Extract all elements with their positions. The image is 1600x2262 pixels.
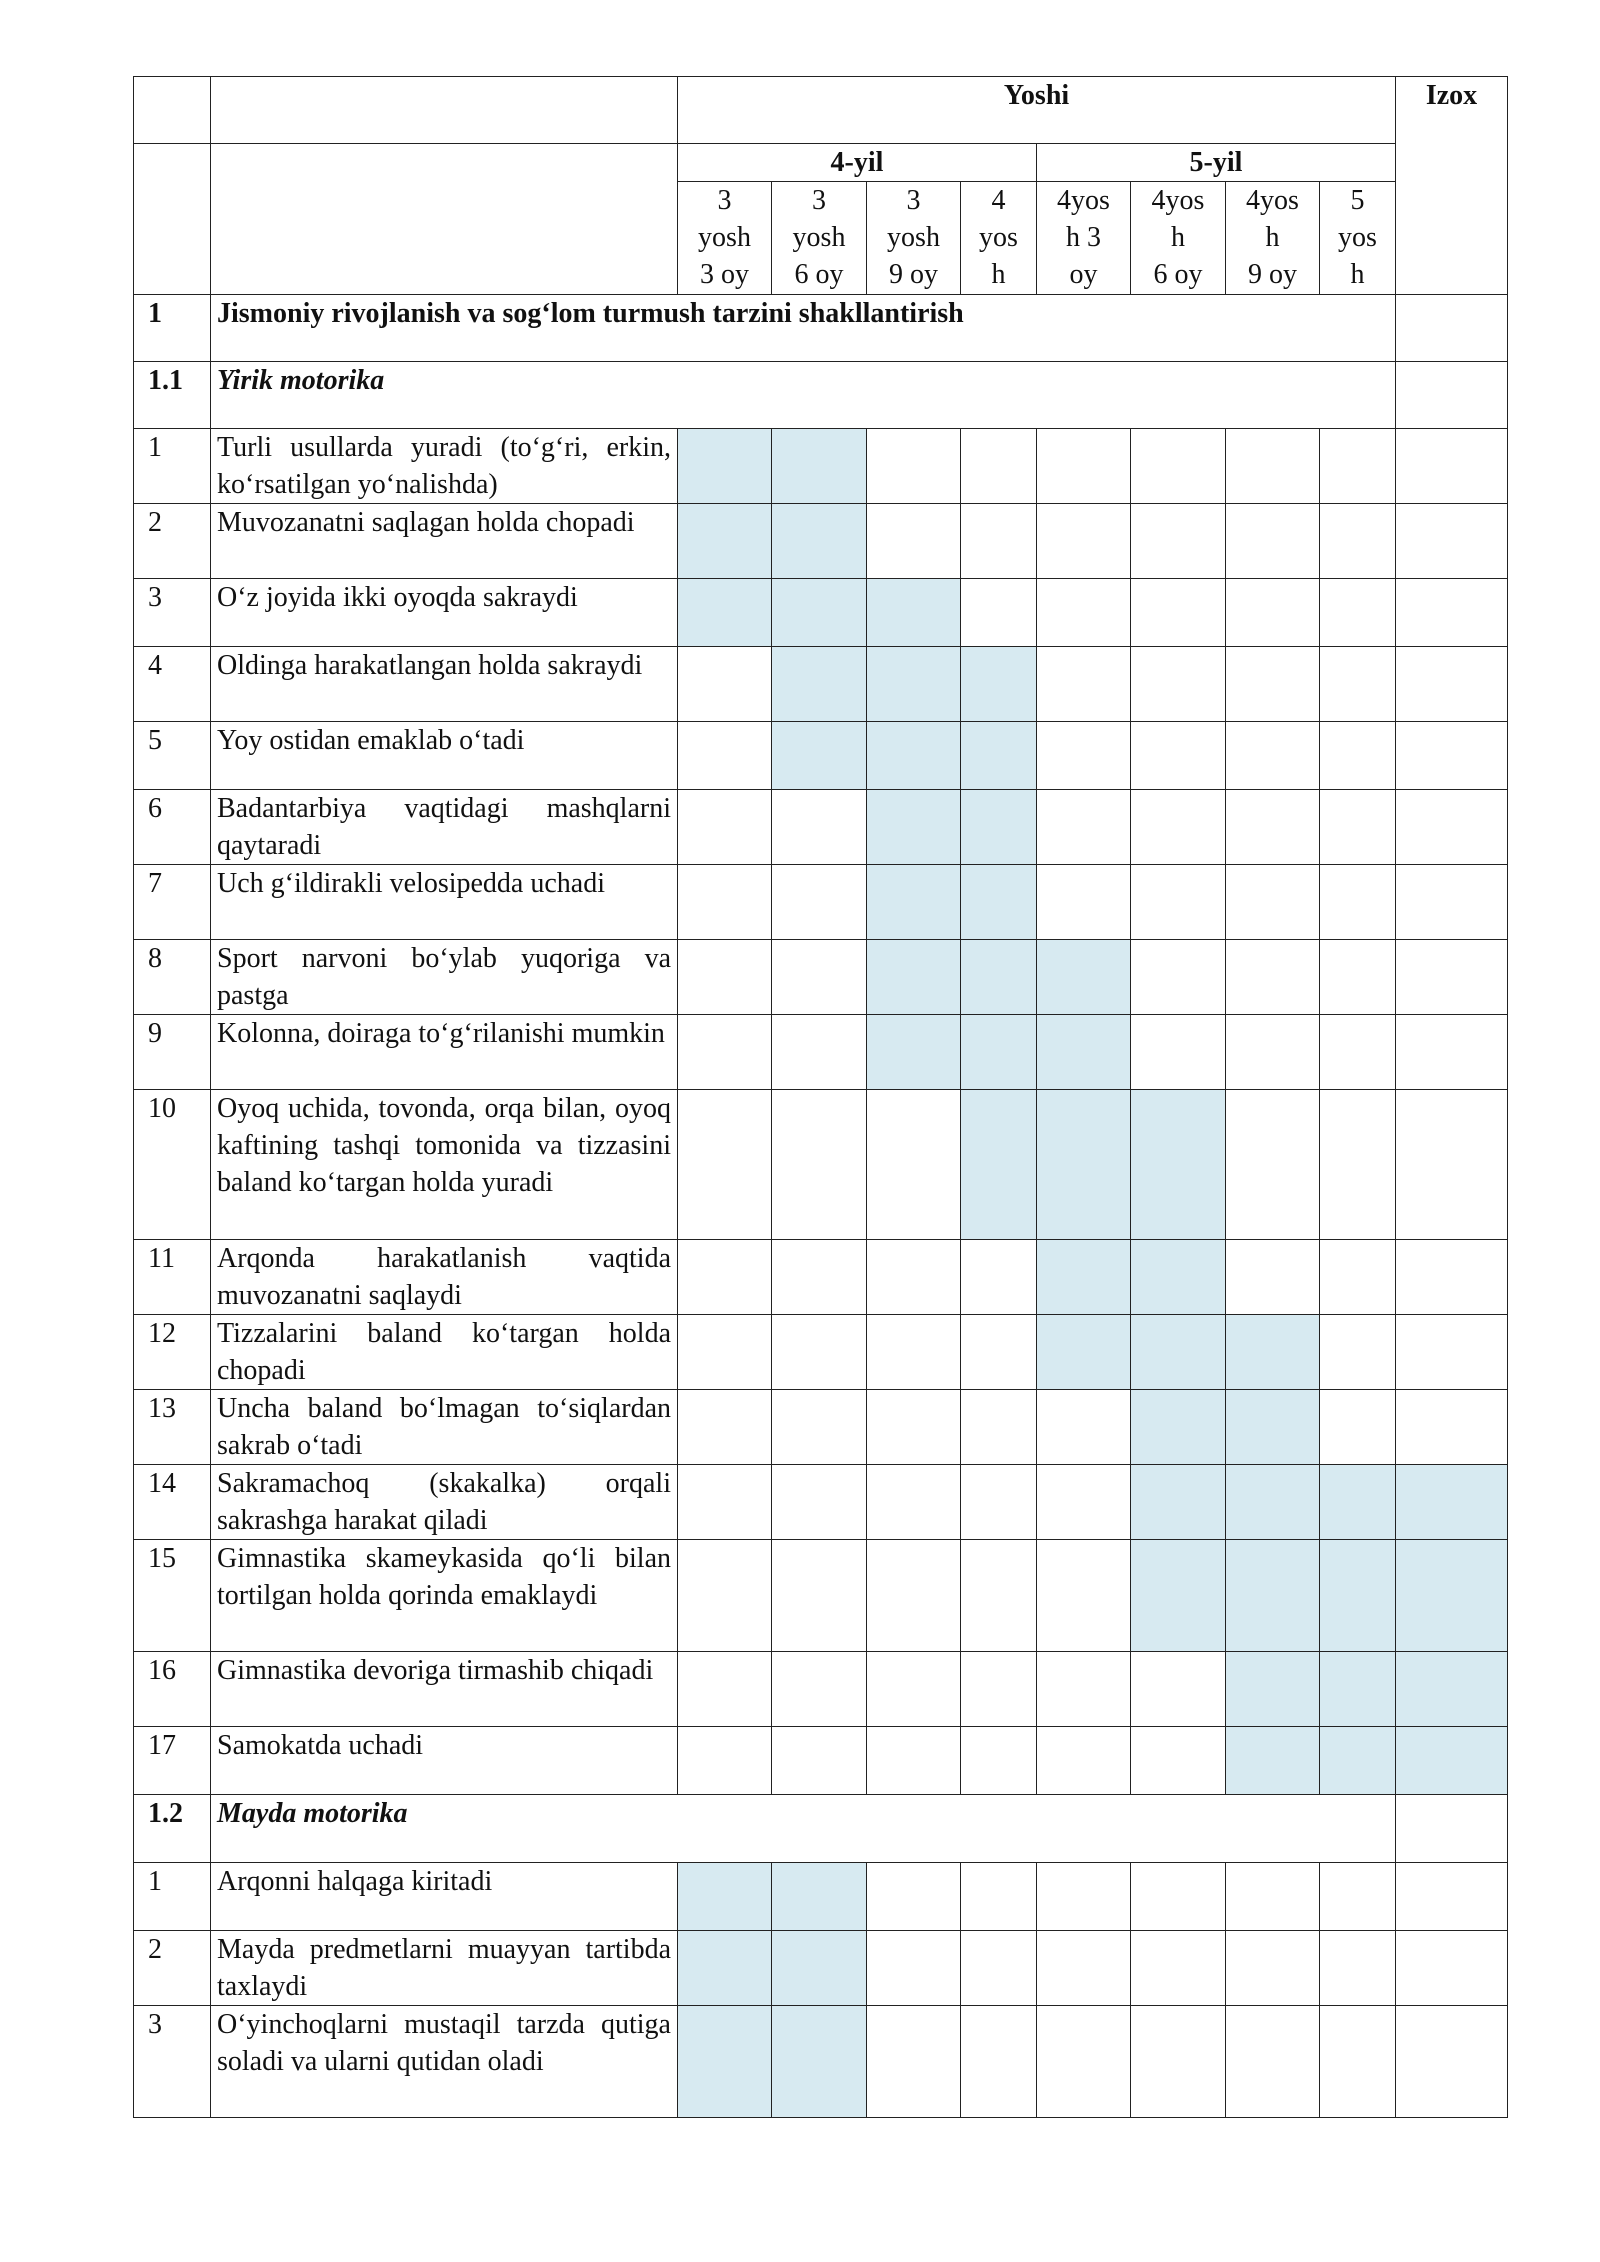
item-number: 9 bbox=[134, 1015, 211, 1090]
age-check-cell bbox=[1320, 865, 1396, 940]
age-check-cell bbox=[1131, 1015, 1226, 1090]
age-check-cell bbox=[1037, 1090, 1131, 1240]
note-cell bbox=[1396, 722, 1508, 790]
age-check-cell bbox=[1131, 722, 1226, 790]
item-description: Sport narvoni bo‘ylab yuqoriga va pastga bbox=[211, 940, 678, 1015]
note-cell bbox=[1396, 2006, 1508, 2118]
age-check-cell bbox=[1131, 1540, 1226, 1652]
item-description: Turli usullarda yuradi (to‘g‘ri, erkin, ko‘rsatilgan yo‘nalishda) bbox=[211, 429, 678, 504]
item-number: 1 bbox=[134, 1863, 211, 1931]
age-check-cell bbox=[1037, 1540, 1131, 1652]
age-check-cell bbox=[1037, 790, 1131, 865]
note-cell bbox=[1396, 1090, 1508, 1240]
note-cell bbox=[1396, 1015, 1508, 1090]
age-check-cell bbox=[772, 940, 867, 1015]
age-check-cell bbox=[1037, 1240, 1131, 1315]
age-check-cell bbox=[1320, 504, 1396, 579]
header-empty-number-2 bbox=[134, 144, 211, 295]
age-check-cell bbox=[961, 579, 1037, 647]
age-check-cell bbox=[1320, 1465, 1396, 1540]
age-check-cell bbox=[1131, 1931, 1226, 2006]
age-check-cell bbox=[961, 429, 1037, 504]
subsection-number: 1.1 bbox=[134, 362, 211, 429]
table-row bbox=[134, 790, 1508, 865]
age-check-cell bbox=[678, 579, 772, 647]
age-check-cell bbox=[1131, 504, 1226, 579]
age-check-cell bbox=[1131, 1390, 1226, 1465]
table-row bbox=[134, 647, 1508, 722]
note-cell bbox=[1396, 647, 1508, 722]
age-check-cell bbox=[867, 1390, 961, 1465]
age-check-cell bbox=[678, 1863, 772, 1931]
table-row bbox=[134, 1315, 1508, 1390]
item-number: 15 bbox=[134, 1540, 211, 1652]
age-check-cell bbox=[1320, 429, 1396, 504]
item-description: Uch g‘ildirakli velosipedda uchadi bbox=[211, 865, 678, 940]
age-check-cell bbox=[1037, 1315, 1131, 1390]
age-check-cell bbox=[961, 940, 1037, 1015]
subsection-items bbox=[134, 1863, 1508, 2118]
age-check-cell bbox=[772, 429, 867, 504]
age-check-cell bbox=[678, 1090, 772, 1240]
age-check-cell bbox=[867, 1465, 961, 1540]
item-number: 6 bbox=[134, 790, 211, 865]
note-cell bbox=[1396, 1540, 1508, 1652]
age-check-cell bbox=[1320, 1727, 1396, 1795]
age-check-cell bbox=[678, 429, 772, 504]
age-check-cell bbox=[1037, 429, 1131, 504]
age-check-cell bbox=[867, 1652, 961, 1727]
item-description: Badantarbiya vaqtidagi mashqlarni qaytaradi bbox=[211, 790, 678, 865]
age-check-cell bbox=[678, 1240, 772, 1315]
age-check-cell bbox=[1226, 2006, 1320, 2118]
age-check-cell bbox=[1320, 790, 1396, 865]
age-check-cell bbox=[1226, 647, 1320, 722]
table-row bbox=[134, 722, 1508, 790]
note-cell bbox=[1396, 1390, 1508, 1465]
item-description: Gimnastika skameykasida qo‘li bilan tortilgan holda qorinda emaklaydi bbox=[211, 1540, 678, 1652]
age-check-cell bbox=[772, 1090, 867, 1240]
item-number: 1 bbox=[134, 429, 211, 504]
table-row bbox=[134, 1015, 1508, 1090]
item-number: 16 bbox=[134, 1652, 211, 1727]
age-check-cell bbox=[961, 1240, 1037, 1315]
table-row bbox=[134, 1727, 1508, 1795]
age-check-cell bbox=[961, 1931, 1037, 2006]
age-check-cell bbox=[1320, 1090, 1396, 1240]
age-check-cell bbox=[1226, 722, 1320, 790]
age-column-header: 3 yosh 6 oy bbox=[772, 182, 867, 295]
item-number: 12 bbox=[134, 1315, 211, 1390]
age-check-cell bbox=[1037, 1465, 1131, 1540]
age-check-cell bbox=[678, 1540, 772, 1652]
table-row bbox=[134, 1240, 1508, 1315]
age-column-header: 4yos h 9 oy bbox=[1226, 182, 1320, 295]
note-cell bbox=[1396, 1931, 1508, 2006]
age-check-cell bbox=[678, 1652, 772, 1727]
age-check-cell bbox=[867, 1727, 961, 1795]
development-checklist-table bbox=[133, 76, 1508, 2118]
age-check-cell bbox=[867, 504, 961, 579]
age-check-cell bbox=[678, 1931, 772, 2006]
age-check-cell bbox=[678, 1390, 772, 1465]
age-header: Yoshi bbox=[678, 77, 1396, 144]
age-check-cell bbox=[1320, 1863, 1396, 1931]
age-check-cell bbox=[1320, 722, 1396, 790]
table-row bbox=[134, 865, 1508, 940]
item-number: 4 bbox=[134, 647, 211, 722]
age-check-cell bbox=[772, 865, 867, 940]
age-column-header: 4yos h 6 oy bbox=[1131, 182, 1226, 295]
item-description: Mayda predmetlarni muayyan tartibda taxlaydi bbox=[211, 1931, 678, 2006]
age-check-cell bbox=[1037, 504, 1131, 579]
age-check-cell bbox=[867, 429, 961, 504]
age-check-cell bbox=[1320, 1540, 1396, 1652]
note-cell bbox=[1396, 504, 1508, 579]
item-number: 11 bbox=[134, 1240, 211, 1315]
age-check-cell bbox=[961, 790, 1037, 865]
age-check-cell bbox=[772, 1931, 867, 2006]
note-cell bbox=[1396, 1240, 1508, 1315]
age-check-cell bbox=[961, 647, 1037, 722]
table-row bbox=[134, 504, 1508, 579]
subsection-note-cell bbox=[1396, 1795, 1508, 1863]
age-check-cell bbox=[1131, 429, 1226, 504]
age-column-header: 3 yosh 3 oy bbox=[678, 182, 772, 295]
age-check-cell bbox=[1226, 1090, 1320, 1240]
table-row bbox=[134, 429, 1508, 504]
age-check-cell bbox=[1037, 722, 1131, 790]
age-check-cell bbox=[772, 504, 867, 579]
age-check-cell bbox=[1131, 1652, 1226, 1727]
year-group-5: 5-yil bbox=[1037, 144, 1396, 182]
age-check-cell bbox=[1320, 940, 1396, 1015]
age-check-cell bbox=[1131, 647, 1226, 722]
age-check-cell bbox=[678, 1315, 772, 1390]
note-header: Izox bbox=[1396, 77, 1508, 295]
age-check-cell bbox=[1320, 1931, 1396, 2006]
age-check-cell bbox=[867, 647, 961, 722]
item-description: Samokatda uchadi bbox=[211, 1727, 678, 1795]
item-number: 14 bbox=[134, 1465, 211, 1540]
note-cell bbox=[1396, 1727, 1508, 1795]
section-title: Jismoniy rivojlanish va sog‘lom turmush tarzini shakllantirish bbox=[211, 295, 1396, 362]
age-check-cell bbox=[961, 1090, 1037, 1240]
age-check-cell bbox=[961, 722, 1037, 790]
age-check-cell bbox=[1037, 1931, 1131, 2006]
header-empty-number bbox=[134, 77, 211, 144]
item-number: 17 bbox=[134, 1727, 211, 1795]
age-check-cell bbox=[772, 579, 867, 647]
age-check-cell bbox=[961, 1540, 1037, 1652]
table-row bbox=[134, 940, 1508, 1015]
age-check-cell bbox=[1131, 1240, 1226, 1315]
note-cell bbox=[1396, 1465, 1508, 1540]
age-check-cell bbox=[678, 940, 772, 1015]
table-row bbox=[134, 2006, 1508, 2118]
age-check-cell bbox=[1131, 1465, 1226, 1540]
age-check-cell bbox=[772, 1240, 867, 1315]
age-check-cell bbox=[1226, 1315, 1320, 1390]
age-check-cell bbox=[867, 1540, 961, 1652]
age-check-cell bbox=[678, 790, 772, 865]
age-check-cell bbox=[1037, 940, 1131, 1015]
section-note-cell bbox=[1396, 295, 1508, 362]
subsection-number: 1.2 bbox=[134, 1795, 211, 1863]
age-check-cell bbox=[1320, 2006, 1396, 2118]
age-check-cell bbox=[1226, 1727, 1320, 1795]
age-check-cell bbox=[1131, 1727, 1226, 1795]
age-check-cell bbox=[772, 1652, 867, 1727]
age-check-cell bbox=[1226, 1015, 1320, 1090]
age-check-cell bbox=[1226, 865, 1320, 940]
age-check-cell bbox=[1037, 1390, 1131, 1465]
header-empty-title-2 bbox=[211, 144, 678, 295]
age-check-cell bbox=[1226, 429, 1320, 504]
item-description: O‘yinchoqlarni mustaqil tarzda qutiga soladi va ularni qutidan oladi bbox=[211, 2006, 678, 2118]
age-check-cell bbox=[1037, 1863, 1131, 1931]
age-check-cell bbox=[772, 2006, 867, 2118]
age-check-cell bbox=[1037, 647, 1131, 722]
age-column-header: 3 yosh 9 oy bbox=[867, 182, 961, 295]
item-number: 8 bbox=[134, 940, 211, 1015]
item-number: 5 bbox=[134, 722, 211, 790]
age-check-cell bbox=[678, 647, 772, 722]
item-number: 13 bbox=[134, 1390, 211, 1465]
age-check-cell bbox=[867, 1931, 961, 2006]
item-number: 3 bbox=[134, 579, 211, 647]
age-check-cell bbox=[1037, 2006, 1131, 2118]
subsection-items bbox=[134, 429, 1508, 1795]
item-number: 2 bbox=[134, 504, 211, 579]
year-group-4: 4-yil bbox=[678, 144, 1037, 182]
age-check-cell bbox=[1037, 865, 1131, 940]
age-check-cell bbox=[772, 1465, 867, 1540]
age-check-cell bbox=[1226, 1390, 1320, 1465]
item-description: Oldinga harakatlangan holda sakraydi bbox=[211, 647, 678, 722]
item-number: 7 bbox=[134, 865, 211, 940]
age-check-cell bbox=[772, 1727, 867, 1795]
age-check-cell bbox=[1131, 579, 1226, 647]
age-check-cell bbox=[961, 1315, 1037, 1390]
note-cell bbox=[1396, 429, 1508, 504]
age-check-cell bbox=[1320, 1315, 1396, 1390]
age-check-cell bbox=[1037, 1652, 1131, 1727]
age-check-cell bbox=[1131, 1315, 1226, 1390]
age-check-cell bbox=[961, 1015, 1037, 1090]
item-number: 2 bbox=[134, 1931, 211, 2006]
section-number: 1 bbox=[134, 295, 211, 362]
age-check-cell bbox=[1226, 1240, 1320, 1315]
item-description: Arqonni halqaga kiritadi bbox=[211, 1863, 678, 1931]
age-check-cell bbox=[772, 1540, 867, 1652]
age-check-cell bbox=[1226, 1465, 1320, 1540]
age-check-cell bbox=[1131, 1090, 1226, 1240]
table-row bbox=[134, 1540, 1508, 1652]
subsection-note-cell bbox=[1396, 362, 1508, 429]
note-cell bbox=[1396, 1315, 1508, 1390]
age-check-cell bbox=[961, 1652, 1037, 1727]
age-check-cell bbox=[867, 1240, 961, 1315]
age-check-cell bbox=[867, 865, 961, 940]
age-check-cell bbox=[1226, 1931, 1320, 2006]
age-check-cell bbox=[1226, 790, 1320, 865]
note-cell bbox=[1396, 1863, 1508, 1931]
age-check-cell bbox=[772, 1315, 867, 1390]
age-check-cell bbox=[678, 1727, 772, 1795]
age-check-cell bbox=[867, 940, 961, 1015]
age-check-cell bbox=[961, 2006, 1037, 2118]
age-check-cell bbox=[961, 504, 1037, 579]
item-description: Muvozanatni saqlagan holda chopadi bbox=[211, 504, 678, 579]
note-cell bbox=[1396, 1652, 1508, 1727]
age-column-header: 4yos h 3 oy bbox=[1037, 182, 1131, 295]
age-check-cell bbox=[678, 1465, 772, 1540]
table-row bbox=[134, 1863, 1508, 1931]
age-check-cell bbox=[961, 1727, 1037, 1795]
item-number: 10 bbox=[134, 1090, 211, 1240]
item-description: Sakramachoq (skakalka) orqali sakrashga harakat qiladi bbox=[211, 1465, 678, 1540]
age-check-cell bbox=[772, 1390, 867, 1465]
age-column-header: 4 yos h bbox=[961, 182, 1037, 295]
age-check-cell bbox=[1226, 1652, 1320, 1727]
item-description: Gimnastika devoriga tirmashib chiqadi bbox=[211, 1652, 678, 1727]
age-check-cell bbox=[1320, 1390, 1396, 1465]
age-check-cell bbox=[678, 865, 772, 940]
age-check-cell bbox=[867, 790, 961, 865]
age-check-cell bbox=[1131, 940, 1226, 1015]
age-check-cell bbox=[772, 1015, 867, 1090]
age-check-cell bbox=[1320, 647, 1396, 722]
age-check-cell bbox=[1226, 504, 1320, 579]
age-check-cell bbox=[867, 1015, 961, 1090]
table-row bbox=[134, 579, 1508, 647]
age-check-cell bbox=[1320, 1240, 1396, 1315]
age-check-cell bbox=[1320, 579, 1396, 647]
age-check-cell bbox=[1131, 1863, 1226, 1931]
header-empty-title bbox=[211, 77, 678, 144]
subsection-title: Mayda motorika bbox=[211, 1795, 1396, 1863]
age-check-cell bbox=[1320, 1015, 1396, 1090]
age-check-cell bbox=[867, 2006, 961, 2118]
item-description: Kolonna, doiraga to‘g‘rilanishi mumkin bbox=[211, 1015, 678, 1090]
age-check-cell bbox=[1226, 1863, 1320, 1931]
age-check-cell bbox=[1131, 2006, 1226, 2118]
age-check-cell bbox=[678, 504, 772, 579]
age-check-cell bbox=[772, 790, 867, 865]
note-cell bbox=[1396, 865, 1508, 940]
age-column-header: 5 yos h bbox=[1320, 182, 1396, 295]
note-cell bbox=[1396, 940, 1508, 1015]
table-row bbox=[134, 1390, 1508, 1465]
item-description: Oyoq uchida, tovonda, orqa bilan, oyoq kaftining tashqi tomonida va tizzasini baland ko‘targan holda yuradi bbox=[211, 1090, 678, 1240]
table-row bbox=[134, 1652, 1508, 1727]
age-check-cell bbox=[867, 1090, 961, 1240]
age-check-cell bbox=[678, 1015, 772, 1090]
age-check-cell bbox=[1320, 1652, 1396, 1727]
age-check-cell bbox=[1226, 940, 1320, 1015]
age-check-cell bbox=[1037, 1727, 1131, 1795]
item-description: Arqonda harakatlanish vaqtida muvozanatni saqlaydi bbox=[211, 1240, 678, 1315]
subsection-title: Yirik motorika bbox=[211, 362, 1396, 429]
age-check-cell bbox=[961, 865, 1037, 940]
table-row bbox=[134, 1090, 1508, 1240]
age-check-cell bbox=[1226, 579, 1320, 647]
age-check-cell bbox=[867, 1863, 961, 1931]
age-check-cell bbox=[1131, 790, 1226, 865]
age-check-cell bbox=[867, 1315, 961, 1390]
age-check-cell bbox=[678, 722, 772, 790]
age-check-cell bbox=[1226, 1540, 1320, 1652]
note-cell bbox=[1396, 579, 1508, 647]
age-check-cell bbox=[1037, 1015, 1131, 1090]
age-check-cell bbox=[772, 1863, 867, 1931]
note-cell bbox=[1396, 790, 1508, 865]
item-description: Tizzalarini baland ko‘targan holda chopadi bbox=[211, 1315, 678, 1390]
item-description: Uncha baland bo‘lmagan to‘siqlardan sakrab o‘tadi bbox=[211, 1390, 678, 1465]
age-check-cell bbox=[961, 1465, 1037, 1540]
item-number: 3 bbox=[134, 2006, 211, 2118]
age-check-cell bbox=[1131, 865, 1226, 940]
table-row bbox=[134, 1931, 1508, 2006]
item-description: Yoy ostidan emaklab o‘tadi bbox=[211, 722, 678, 790]
age-check-cell bbox=[678, 2006, 772, 2118]
age-check-cell bbox=[867, 579, 961, 647]
item-description: O‘z joyida ikki oyoqda sakraydi bbox=[211, 579, 678, 647]
age-check-cell bbox=[772, 722, 867, 790]
age-check-cell bbox=[867, 722, 961, 790]
age-check-cell bbox=[772, 647, 867, 722]
age-check-cell bbox=[961, 1390, 1037, 1465]
age-check-cell bbox=[1037, 579, 1131, 647]
age-check-cell bbox=[961, 1863, 1037, 1931]
table-row bbox=[134, 1465, 1508, 1540]
